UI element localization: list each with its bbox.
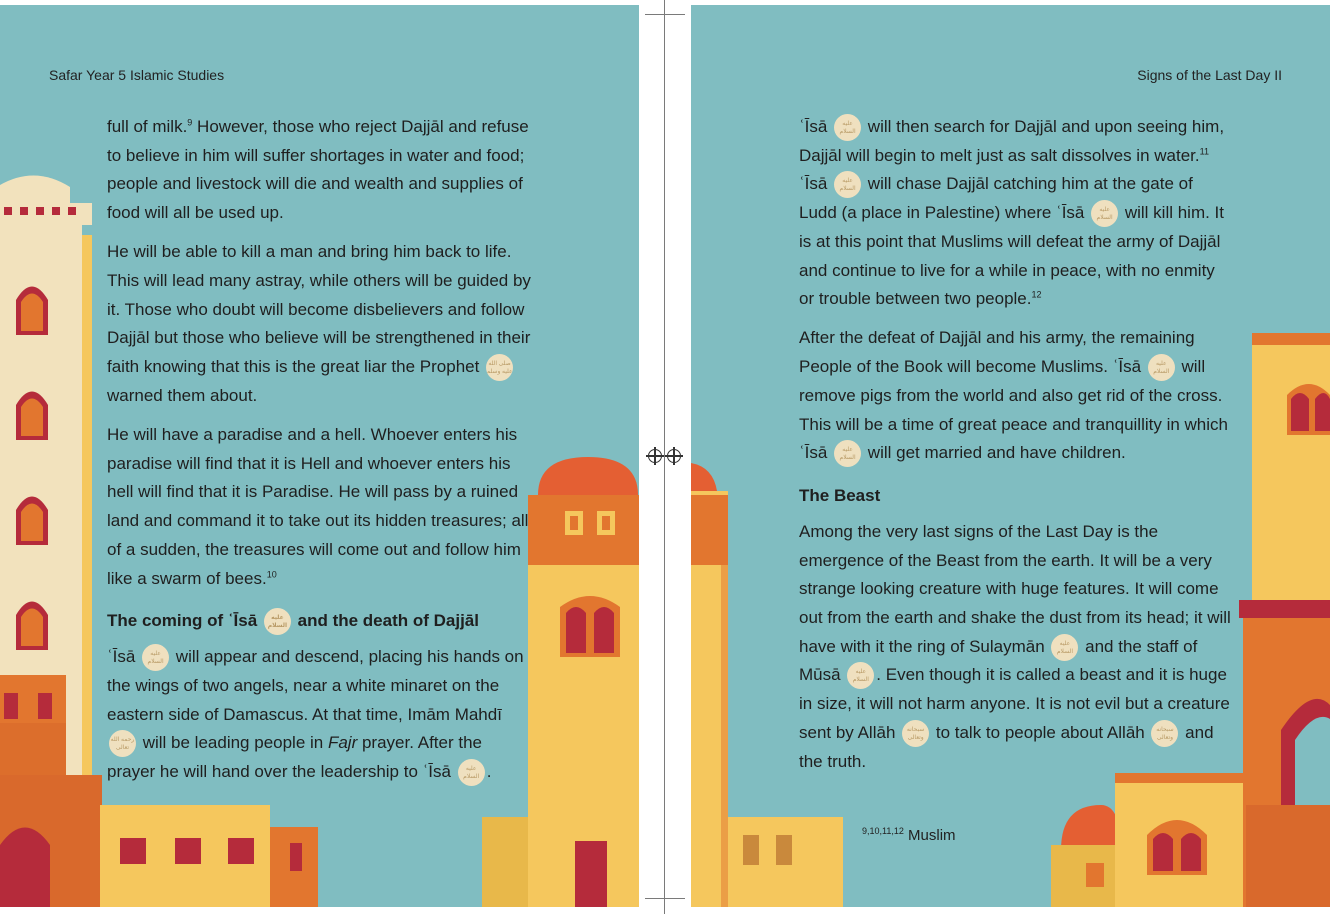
text-span: will be leading people in [138, 733, 328, 753]
gutter-line [664, 0, 665, 914]
honorific-subhanahu-icon: سبحانه وتعالى [902, 720, 929, 747]
text-span: will then search for Dajjāl and upon seeing him, Dajjāl will begin to melt just as salt dissolves in water. [799, 117, 1225, 165]
honorific-alayhis-salam-icon: عليه السلام [142, 644, 169, 671]
text-span: The coming of ʿĪsā [107, 611, 262, 631]
text-span: However, those who reject Dajjāl and refuse to believe in him will suffer shortages in water and food; people and livestock will die and wealth and supplies of food will all be used up. [107, 117, 529, 223]
crop-mark-bottom [645, 898, 685, 899]
left-page [0, 5, 639, 907]
honorific-alayhis-salam-icon: عليه السلام [1148, 354, 1175, 381]
right-lower-buildings [1051, 773, 1243, 907]
left-paragraph-2 [107, 238, 532, 410]
honorific-alayhis-salam-icon: عليه السلام [834, 114, 861, 141]
text-span: ʿĪsā [799, 174, 833, 194]
right-body-text [799, 113, 1231, 787]
honorific-salawat-icon: صلى الله عليه وسلم [486, 354, 513, 381]
left-paragraph-4 [107, 643, 532, 787]
section-heading-coming-of-isa [107, 607, 532, 635]
footnote-marker: 10 [266, 568, 277, 579]
honorific-alayhis-salam-icon: عليه السلام [834, 440, 861, 467]
text-span: He will have a paradise and a hell. Whoever enters his paradise will find that it is Hell and whoever enters his hell will find that it is Paradise. He will pass by a ruined land and command it to take out its hidden treasures; all of a sudden, the treasures will come out and follow him like a swarm of bees. [107, 425, 529, 588]
right-page [691, 5, 1330, 907]
honorific-alayhis-salam-icon: عليه السلام [458, 759, 485, 786]
text-span: will remove pigs from the world and also get rid of the cross. This will be a time of great peace and tranquillity in which ʿĪsā [799, 357, 1228, 463]
honorific-alayhis-salam-icon: عليه السلام [1091, 200, 1118, 227]
right-tall-tower [1239, 333, 1330, 907]
honorific-alayhis-salam-icon: عليه السلام [1051, 634, 1078, 661]
footnote-marker: 12 [1031, 289, 1042, 300]
text-span: . Even though it is called a beast and it is huge in size, it will not harm anyone. It is not evil but a creature sent by Allāh [799, 665, 1230, 742]
crop-mark-top [645, 14, 685, 15]
text-span: . [486, 762, 492, 782]
text-span: Among the very last signs of the Last Day is the emergence of the Beast from the earth. It will be a very strange looking creature with huge features. It will come out from the earth and shake the dust from its head; it will have with it the ring of Sulaymān [799, 521, 1231, 656]
footnote-marker: 9 [187, 117, 193, 128]
text-span: ʿĪsā [107, 647, 141, 667]
left-running-header: Safar Year 5 Islamic Studies [49, 67, 225, 83]
section-heading-the-beast: The Beast [799, 485, 881, 505]
text-span: full of milk. [107, 117, 188, 136]
text-span: prayer. After the prayer he will hand over the leadership to ʿĪsā [107, 733, 482, 782]
right-paragraph-1 [799, 113, 1231, 314]
right-running-header: Signs of the Last Day II [1137, 67, 1282, 83]
left-paragraph-1 [107, 113, 532, 228]
right-paragraph-2 [799, 324, 1231, 468]
footnote-source-text: Muslim [903, 827, 956, 844]
honorific-rahimahullah-icon: رحمه الله تعالى [109, 730, 136, 757]
text-span: and the staff of Mūsā [799, 636, 1198, 685]
honorific-alayhis-salam-icon: عليه السلام [834, 171, 861, 198]
text-span: and the truth. [799, 722, 1214, 771]
text-span: will kill him. It is at this point that Muslims will defeat the army of Dajjāl and continue to live for a while in peace, with no enmity or trouble between two people. [799, 203, 1225, 309]
italic-term: Fajr [327, 733, 358, 753]
text-span: will appear and descend, placing his hands on the wings of two angels, near a white minaret on the eastern side of Damascus. At that time, Imām Mahdī [107, 647, 524, 724]
text-span: to talk to people about Allāh [931, 722, 1150, 742]
text-span: and the death of Dajjāl [292, 611, 479, 631]
text-span: will chase Dajjāl catching him at the gate of Ludd (a place in Palestine) where ʿĪsā [799, 174, 1193, 223]
left-paragraph-3 [107, 421, 532, 593]
registration-target-icon [648, 449, 662, 463]
honorific-alayhis-salam-icon: عليه السلام [847, 662, 874, 689]
honorific-alayhis-salam-icon: عليه السلام [264, 608, 291, 635]
registration-target-icon [667, 449, 681, 463]
text-span: warned them about. [107, 385, 258, 405]
text-span: ʿĪsā [799, 117, 833, 136]
footnote-numbers: 9,10,11,12 [862, 826, 904, 836]
honorific-subhanahu-icon: سبحانه وتعالى [1151, 720, 1178, 747]
footnote-marker: 11 [1199, 146, 1209, 157]
footnote-source [862, 827, 956, 844]
left-body-text [107, 113, 532, 797]
text-span: After the defeat of Dajjāl and his army, the remaining People of the Book will become Muslims. ʿĪsā [799, 328, 1195, 377]
text-span: will get married and have children. [863, 443, 1126, 463]
text-span: He will be able to kill a man and bring him back to life. This will lead many astray, while others will be guided by it. Those who doubt will become disbelievers and follow Dajjāl but those who believe will be strengthened in their faith knowing that this is the great liar the Prophet [107, 242, 531, 377]
right-paragraph-3 [799, 518, 1231, 776]
